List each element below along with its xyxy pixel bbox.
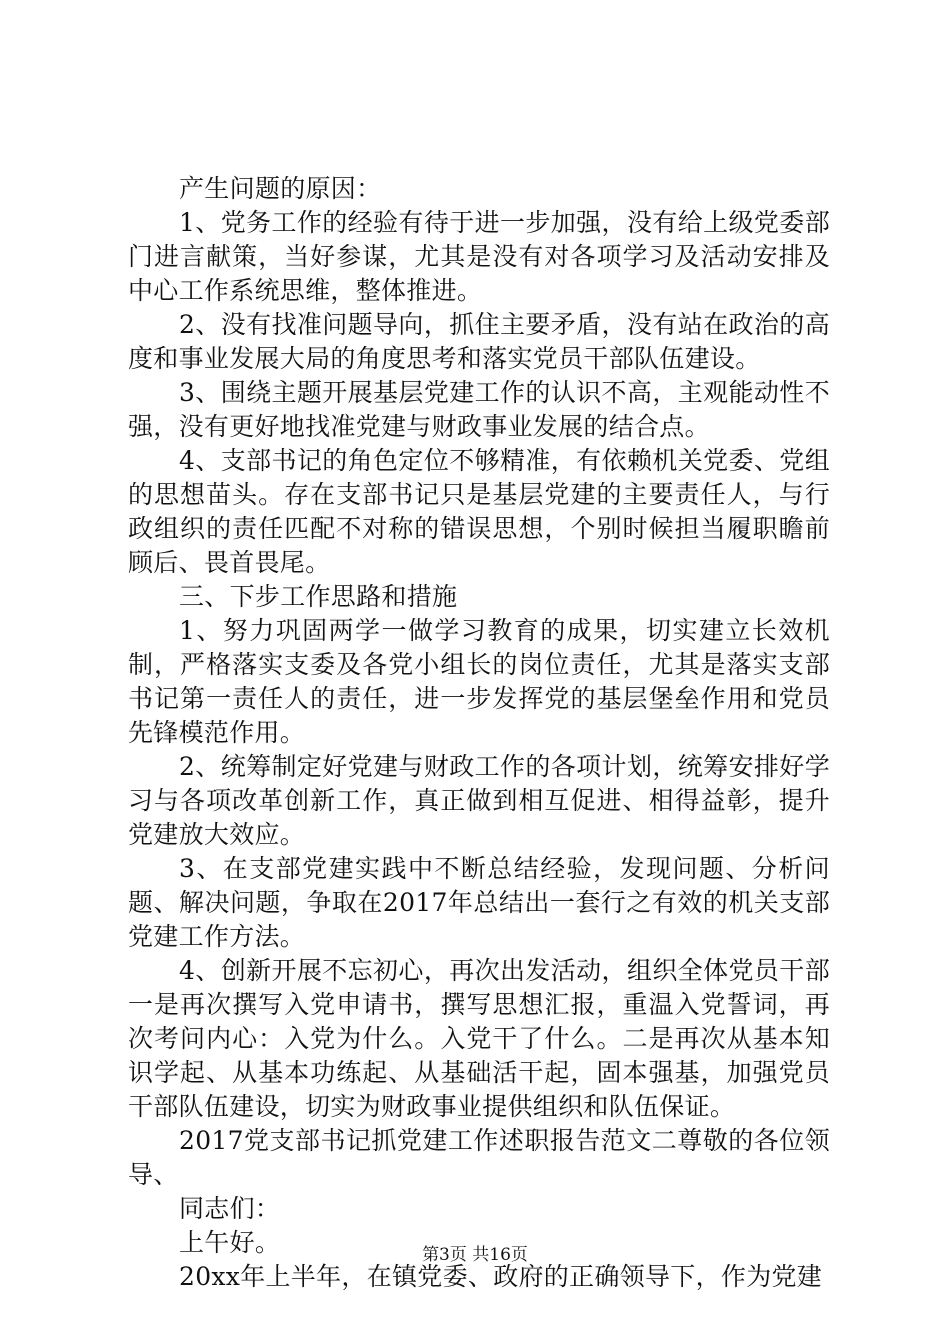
paragraph-measure-2: 2、统筹制定好党建与财政工作的各项计划，统筹安排好学习与各项改革创新工作，真正做到相互促进、相得益彰，提升党建放大效应。 xyxy=(128,752,830,849)
paragraph-measure-1: 1、努力巩固两学一做学习教育的成果，切实建立长效机制，严格落实支委及各党小组长的岗位责任，尤其是落实支部书记第一责任人的责任，进一步发挥党的基层堡垒作用和党员先锋模范作用。 xyxy=(128,616,830,747)
paragraph-greeting: 上午好。 xyxy=(179,1228,281,1257)
paragraph-cause-1: 1、党务工作的经验有待于进一步加强，没有给上级党委部门进言献策，当好参谋，尤其是没有对各项学习及活动安排及中心工作系统思维，整体推进。 xyxy=(128,208,830,305)
paragraph-report-title: 2017党支部书记抓党建工作述职报告范文二尊敬的各位领导、 xyxy=(128,1126,830,1189)
paragraph-cause-2: 2、没有找准问题导向，抓住主要矛盾，没有站在政治的高度和事业发展大局的角度思考和落实党员干部队伍建设。 xyxy=(128,310,830,373)
paragraph-measure-3: 3、在支部党建实践中不断总结经验，发现问题、分析问题、解决问题，争取在2017年总结出一套行之有效的机关支部党建工作方法。 xyxy=(128,854,830,951)
paragraph-salutation: 同志们： xyxy=(179,1194,281,1223)
paragraph-opening: 20xx年上半年，在镇党委、政府的正确领导下，作为党建 xyxy=(179,1262,823,1291)
paragraph-measure-4: 4、创新开展不忘初心，再次出发活动，组织全体党员干部一是再次撰写入党申请书，撰写思想汇报，重温入党誓词，再次考问内心：入党为什么。入党干了什么。二是再次从基本知识学起、从基本功练起、从基础活干起，固本强基，加强党员干部队伍建设，切实为财政事业提供组织和队伍保证。 xyxy=(128,956,830,1121)
paragraph-cause-3: 3、围绕主题开展基层党建工作的认识不高，主观能动性不强，没有更好地找准党建与财政事业发展的结合点。 xyxy=(128,378,830,441)
section-heading-next-steps: 三、下步工作思路和措施 xyxy=(179,582,458,611)
page-number-footer: 第3页 共16页 xyxy=(422,1245,528,1265)
paragraph-causes-heading: 产生问题的原因： xyxy=(179,174,382,203)
paragraph-cause-4: 4、支部书记的角色定位不够精准，有依赖机关党委、党组的思想苗头。存在支部书记只是基层党建的主要责任人，与行政组织的责任匹配不对称的错误思想，个别时候担当履职瞻前顾后、畏首畏尾。 xyxy=(128,446,830,577)
document-body xyxy=(128,172,830,1294)
